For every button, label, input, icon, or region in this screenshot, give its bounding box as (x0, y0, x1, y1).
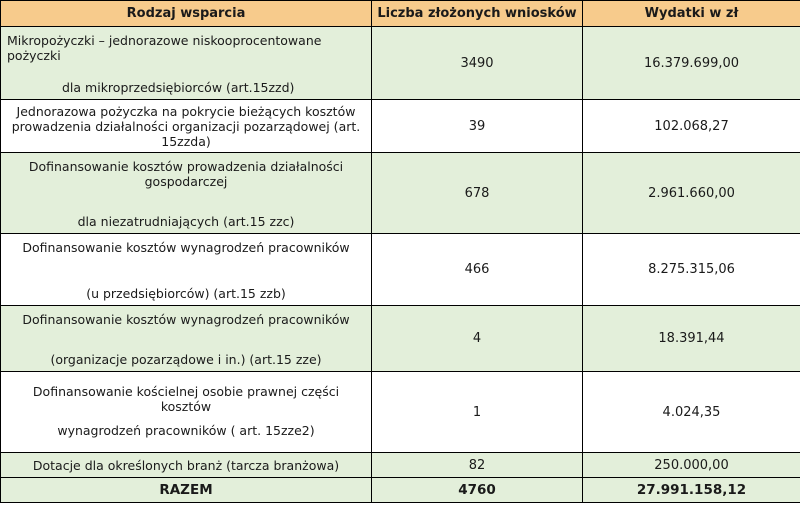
description-bottom: dla mikroprzedsiębiorców (art.15zzd) (62, 80, 295, 95)
application-count: 466 (372, 234, 583, 306)
application-count: 82 (372, 453, 583, 478)
total-label: RAZEM (1, 478, 372, 503)
description-top: Mikropożyczki – jednorazowe niskooprocentowane pożyczki (7, 33, 322, 63)
row-description (1, 306, 372, 372)
table-row (1, 100, 800, 153)
header-row (1, 1, 800, 27)
application-count: 3490 (372, 27, 583, 100)
expense-amount: 8.275.315,06 (583, 234, 800, 306)
table-row (1, 306, 800, 372)
table-row (1, 27, 800, 100)
expense-amount: 16.379.699,00 (583, 27, 800, 100)
description-line: 15zzda) (161, 133, 211, 149)
description-bottom: (u przedsiębiorców) (art.15 zzb) (86, 286, 286, 301)
expense-amount: 4.024,35 (583, 372, 800, 453)
description-top: Dofinansowanie kosztów wynagrodzeń pracowników (22, 240, 350, 255)
header-applications-count: Liczba złożonych wniosków (372, 1, 583, 27)
row-description (1, 153, 372, 234)
expense-amount: 18.391,44 (583, 306, 800, 372)
table-row (1, 372, 800, 453)
total-row (1, 478, 800, 503)
table-row (1, 153, 800, 234)
header-expenses: Wydatki w zł (583, 1, 800, 27)
row-description (1, 27, 372, 100)
description-bottom: (organizacje pozarządowe i in.) (art.15 zze) (50, 352, 322, 367)
description-bottom: dla niezatrudniających (art.15 zzc) (77, 214, 295, 229)
description-top: Dofinansowanie kosztów wynagrodzeń pracowników (22, 312, 350, 327)
description-top: gospodarczej (144, 174, 228, 189)
description-line: prowadzenia działalności organizacji pozarządowej (art. (11, 118, 361, 134)
total-amount: 27.991.158,12 (583, 478, 800, 503)
row-description (1, 234, 372, 306)
expense-amount: 102.068,27 (583, 100, 800, 153)
expense-amount: 250.000,00 (583, 453, 800, 478)
table-row (1, 453, 800, 478)
description-top: Dofinansowanie kościelnej osobie prawnej części kosztów (32, 384, 340, 414)
expense-amount: 2.961.660,00 (583, 153, 800, 234)
table-row (1, 234, 800, 306)
description-line: Jednorazowa pożyczka na pokrycie bieżących kosztów (16, 103, 356, 119)
description-bottom: wynagrodzeń pracowników ( art. 15zze2) (57, 423, 315, 438)
row-description: Dotacje dla określonych branż (tarcza branżowa) (1, 453, 372, 478)
application-count: 4 (372, 306, 583, 372)
application-count: 39 (372, 100, 583, 153)
description-top: Dofinansowanie kosztów prowadzenia działalności (28, 159, 344, 174)
row-description (1, 372, 372, 453)
row-description (1, 100, 372, 153)
application-count: 678 (372, 153, 583, 234)
header-support-type: Rodzaj wsparcia (1, 1, 372, 27)
application-count: 1 (372, 372, 583, 453)
total-count: 4760 (372, 478, 583, 503)
